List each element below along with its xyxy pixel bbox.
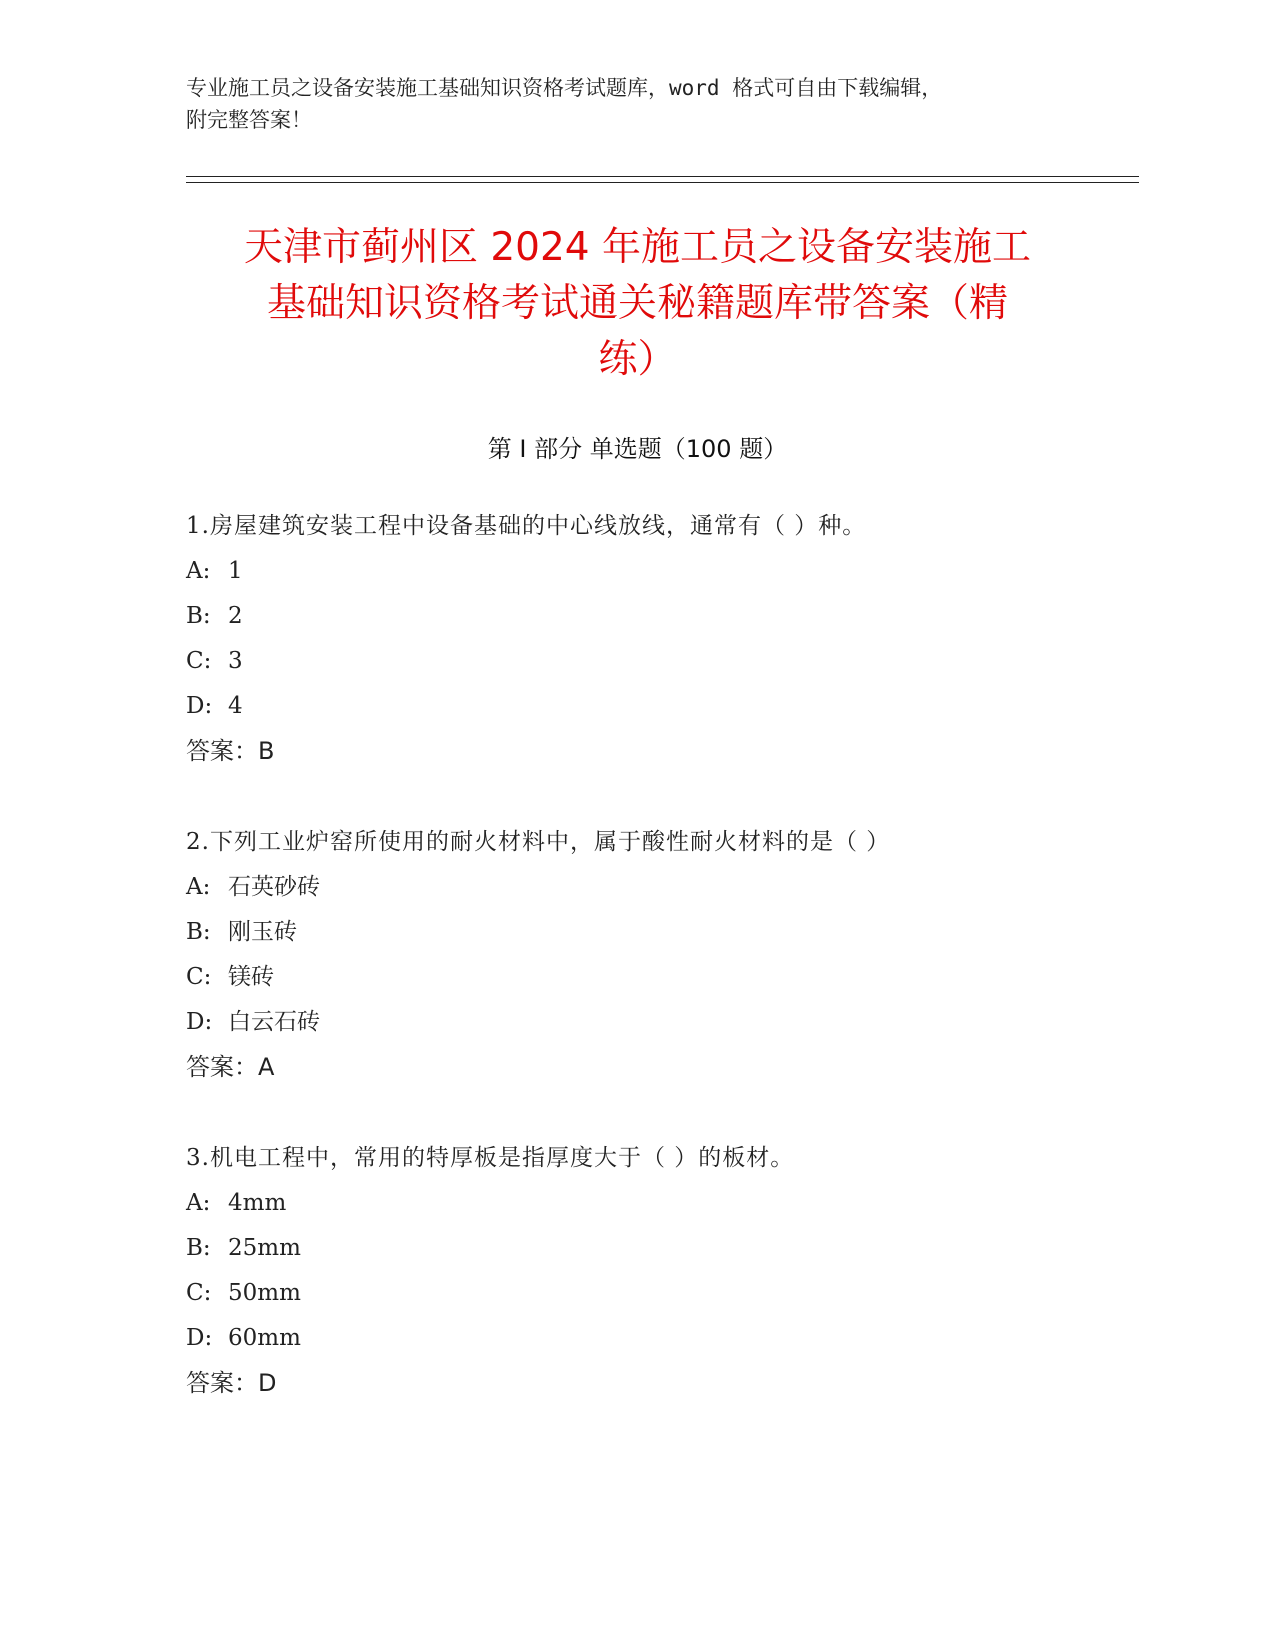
option-c	[186, 639, 1136, 684]
intro-paragraph	[186, 72, 1066, 136]
option-value: 4mm	[228, 1190, 287, 1216]
option-value: 刚玉砖	[228, 919, 297, 945]
option-label: C:	[186, 964, 212, 990]
question-2	[186, 820, 1136, 1090]
option-b	[186, 594, 1136, 639]
option-value: 石英砂砖	[228, 874, 320, 900]
answer: 答案：D	[186, 1369, 277, 1397]
option-b	[186, 910, 1136, 955]
option-c	[186, 955, 1136, 1000]
option-label: A:	[186, 874, 211, 900]
option-label: A:	[186, 1190, 211, 1216]
question-text: 3.机电工程中，常用的特厚板是指厚度大于（ ）的板材。	[186, 1145, 795, 1171]
answer: 答案：A	[186, 1053, 275, 1081]
option-label: D:	[186, 1009, 213, 1035]
option-label: D:	[186, 1325, 213, 1351]
option-a	[186, 549, 1136, 594]
section-heading: 第 I 部分 单选题（100 题）	[487, 435, 788, 463]
option-label: C:	[186, 1280, 212, 1306]
option-d	[186, 1316, 1136, 1361]
intro-line: 附完整答案！	[186, 108, 312, 132]
option-label: C:	[186, 648, 212, 674]
option-value: 50mm	[228, 1280, 301, 1306]
option-a	[186, 1181, 1136, 1226]
option-label: B:	[186, 919, 211, 945]
option-label: A:	[186, 558, 211, 584]
answer: 答案：B	[186, 737, 275, 765]
document-title	[180, 220, 1095, 388]
option-value: 白云石砖	[228, 1009, 320, 1035]
intro-line: 专业施工员之设备安装施工基础知识资格考试题库，word 格式可自由下载编辑，	[186, 76, 943, 100]
header-divider-top	[186, 176, 1139, 177]
question-3	[186, 1136, 1136, 1406]
option-value: 4	[228, 693, 243, 719]
option-c	[186, 1271, 1136, 1316]
option-value: 60mm	[228, 1325, 301, 1351]
option-value: 25mm	[228, 1235, 301, 1261]
question-text: 2.下列工业炉窑所使用的耐火材料中，属于酸性耐火材料的是（ ）	[186, 829, 891, 855]
title-line: 基础知识资格考试通关秘籍题库带答案（精	[266, 281, 1008, 326]
option-label: B:	[186, 1235, 211, 1261]
question-1	[186, 504, 1136, 774]
option-label: B:	[186, 603, 211, 629]
option-value: 3	[228, 648, 243, 674]
option-value: 1	[228, 558, 243, 584]
title-line: 练）	[598, 337, 677, 382]
option-d	[186, 1000, 1136, 1045]
option-value: 镁砖	[228, 964, 274, 990]
question-text: 1.房屋建筑安装工程中设备基础的中心线放线，通常有（ ）种。	[186, 513, 867, 539]
option-d	[186, 684, 1136, 729]
title-line: 天津市蓟州区 2024 年施工员之设备安装施工	[243, 225, 1032, 270]
option-b	[186, 1226, 1136, 1271]
option-value: 2	[228, 603, 243, 629]
option-label: D:	[186, 693, 213, 719]
header-divider-bottom	[186, 182, 1139, 183]
option-a	[186, 865, 1136, 910]
